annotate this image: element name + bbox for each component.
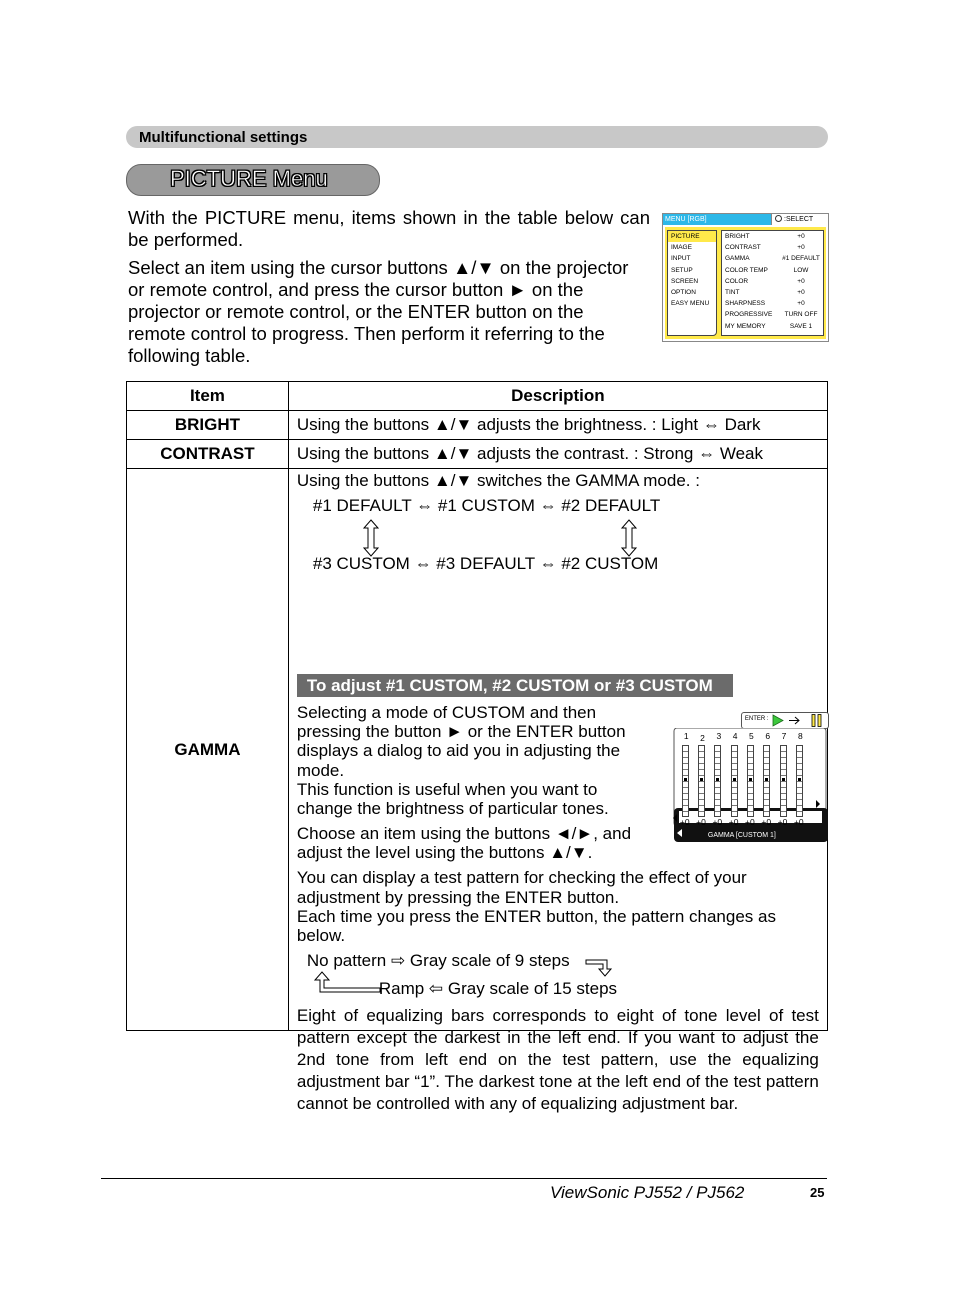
test-text-4: below. [296,926,346,945]
osd-setting-value: SAVE 1 [789,322,813,330]
eq-slider[interactable] [780,745,787,817]
pattern-sequence-2: Ramp ⇦ Gray scale of 15 steps [378,979,618,998]
osd-setting-value: LOW [793,266,809,274]
intro-paragraph-2: Select an item using the cursor buttons ▲/▼ on the projector or remote control, and press the cursor button ► on the projector or remote control, or the ENTER button on the remote control to progress. Then perform it referring to the following table. [128,257,629,366]
test-text-1: You can display a test pattern for checking the effect of your [296,868,747,887]
gamma-custom-dialog [673,712,828,843]
osd-setting-value: +0 [797,233,805,240]
eq-slider-knob [733,778,736,781]
eq-slider[interactable] [747,745,754,817]
osd-menu-item: EASY MENU [671,300,710,308]
eq-bar-number: 5 [749,731,754,741]
osd-menu-item: SCREEN [671,277,699,285]
eq-bar-value: +0 [696,817,706,827]
osd-menu-item: PICTURE [668,231,716,242]
osd-setting-name: CONTRAST [725,244,761,252]
osd-setting-name: SHARPNESS [725,300,766,308]
select-button-icon [775,215,782,222]
osd-setting-value: +0 [797,277,805,285]
custom-adjust-heading: To adjust #1 CUSTOM, #2 CUSTOM or #3 CUSTOM [297,674,733,697]
eq-slider[interactable] [796,745,803,817]
picture-menu-table [126,381,828,1113]
eq-bar-number: 2 [700,733,705,743]
header-item: Item [127,382,289,411]
item-contrast: CONTRAST [127,440,289,469]
osd-menu-item: IMAGE [671,244,692,252]
section-header-bar [126,126,828,148]
eq-slider-knob [684,778,687,781]
eq-bar-value: +0 [679,817,690,827]
intro-paragraph-1: With the PICTURE menu, items shown in the table below can be performed. [128,207,650,250]
osd-setting-name: PROGRESSIVE [725,311,773,319]
page-number: 25 [810,1185,825,1200]
eq-slider[interactable] [731,745,738,817]
osd-setting-value: +0 [797,288,805,296]
eq-slider-knob [716,778,719,781]
custom-text-8: adjust the level using the buttons ▲/▼. [296,843,593,862]
desc-gamma [288,469,827,1113]
osd-menu-illustration [662,213,829,342]
eq-slider[interactable] [698,745,705,817]
turn-up-arrow-icon [313,971,381,993]
custom-text-5: This function is useful when you want to [296,780,598,799]
osd-setting-name: MY MEMORY [725,322,766,330]
custom-text-3: displays a dialog to aid you in adjusting the [296,741,621,760]
custom-text-6: change the brightness of particular tones. [296,799,609,818]
footer-brand: ViewSonic PJ552 / PJ562 [550,1183,745,1202]
eq-slider-knob [782,778,785,781]
osd-setting-name: GAMMA [725,255,750,263]
item-bright: BRIGHT [127,411,289,440]
desc-contrast: Using the buttons ▲/▼ adjusts the contrast. : Strong ⇔ Weak [288,440,827,469]
eq-slider[interactable] [682,745,689,817]
custom-text-2: pressing the button ► or the ENTER button [296,722,626,741]
eq-bar-value: +0 [777,817,788,827]
menu-title-pill [126,164,380,196]
osd-setting-value: +0 [797,300,805,308]
updown-arrow-icon [361,519,381,557]
eq-bar-value: +0 [712,817,723,827]
turn-down-arrow-icon [585,957,615,977]
test-text-3: Each time you press the ENTER button, the pattern changes as [296,907,776,926]
osd-menu-list [667,230,717,336]
section-label: Multifunctional settings [139,129,308,146]
menu-title: PICTURE Menu [170,166,328,191]
eq-bar-number: 7 [781,731,787,741]
gamma-sequence-2: #3 CUSTOM ⇔ #3 DEFAULT ⇔ #2 CUSTOM [312,554,659,573]
item-gamma: GAMMA [127,469,289,1031]
table-row [127,440,828,469]
eq-bar-value: +0 [793,817,804,827]
eq-slider[interactable] [714,745,721,817]
gamma-sequence-1: #1 DEFAULT ⇔ #1 CUSTOM ⇔ #2 DEFAULT [312,496,661,515]
eq-bar-number: 6 [765,731,771,741]
osd-menu-item: OPTION [671,289,696,297]
enter-label: ENTER : [744,716,769,722]
osd-setting-name: BRIGHT [725,233,750,240]
osd-menu-item: INPUT [671,255,691,263]
osd-select-label: :SELECT [784,216,814,223]
eq-bar-number: 3 [716,731,722,741]
osd-setting-value: TURN OFF [784,311,818,319]
custom-text-4: mode. [296,761,345,780]
table-row [127,411,828,440]
custom-text-7: Choose an item using the buttons ◄/►, and [296,824,632,843]
osd-setting-value: +0 [797,244,805,252]
desc-bright: Using the buttons ▲/▼ adjusts the brightness. : Light ⇔ Dark [288,411,827,440]
osd-setting-name: TINT [725,288,740,296]
osd-title: MENU [RGB] [663,214,771,225]
header-description: Description [288,382,827,411]
eq-bar-number: 1 [683,731,689,741]
osd-settings-list [721,230,824,336]
eq-bar-value: +0 [745,817,755,827]
equalizing-bars-text: Eight of equalizing bars corresponds to eight of tone level of test pattern except the darkest in the left end. If you want to adjust the 2nd tone from left end on the test pattern, use the equalizing adjustment bar “1”. The darkest tone at the left end of the test pattern cannot be controlled with any of equalizing adjustment bar. [296,1006,819,1113]
eq-slider-knob [765,778,768,781]
eq-slider-knob [798,778,801,781]
osd-menu-item: SETUP [671,266,693,274]
eq-bar-value: +0 [761,817,772,827]
eq-bar-value: +0 [728,817,739,827]
custom-text-1: Selecting a mode of CUSTOM and then [296,703,597,722]
pattern-sequence-1: No pattern ⇨ Gray scale of 9 steps [306,951,570,970]
table-row [127,469,828,1031]
footer-divider [101,1178,827,1179]
table-header-row [127,382,828,411]
eq-slider[interactable] [763,745,770,817]
test-text-2: adjustment by pressing the ENTER button. [296,888,620,907]
eq-bar-number: 4 [732,731,738,741]
updown-arrow-icon [619,519,639,557]
eq-bar-number: 8 [797,731,803,741]
eq-slider-knob [700,778,703,781]
eq-slider-knob [749,778,752,781]
osd-select-hint [771,214,828,225]
osd-setting-name: COLOR [725,277,749,285]
gamma-dialog-caption: GAMMA [CUSTOM 1] [707,832,776,839]
osd-setting-name: COLOR TEMP [725,266,768,274]
osd-setting-value: #1 DEFAULT [782,255,820,263]
gamma-line-1: Using the buttons ▲/▼ switches the GAMMA mode. : [296,471,700,490]
